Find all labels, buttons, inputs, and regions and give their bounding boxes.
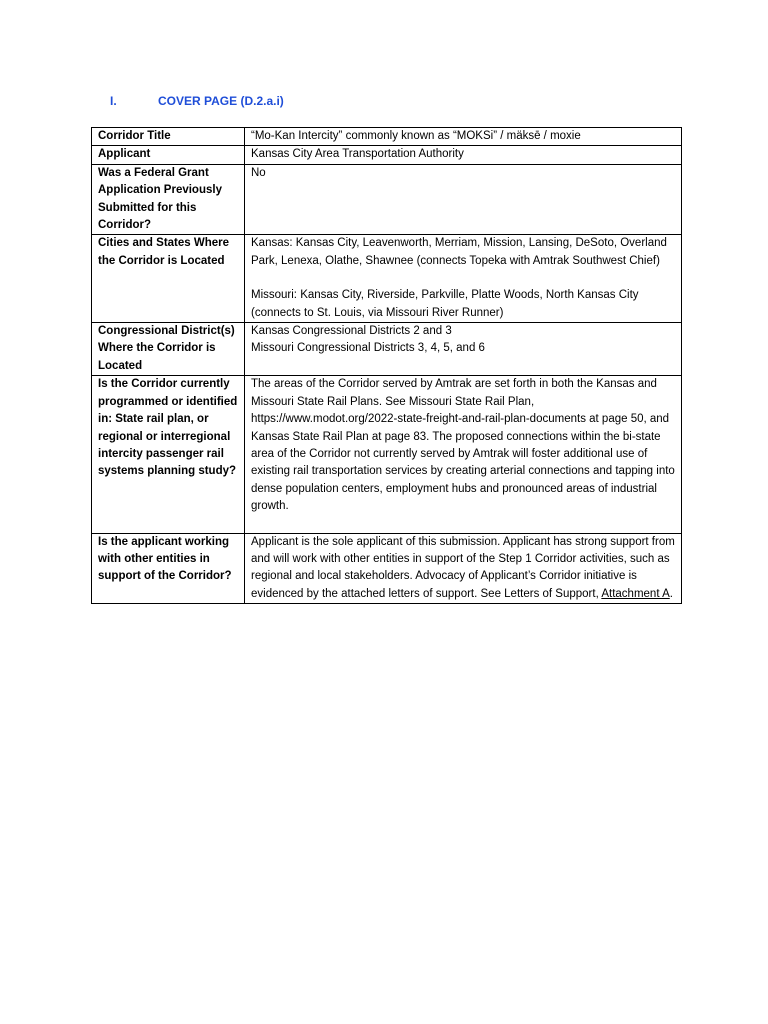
table-row-other-entities bbox=[92, 533, 682, 604]
row-value-applicant: Kansas City Area Transportation Authority bbox=[245, 146, 682, 164]
rail-plan-text: The areas of the Corridor served by Amtrak are set forth in both the Kansas and Missouri State Rail Plans. See Missouri State Rail Plan, https://www.modot.org/2022-state-freight-and-rail-plan-documents at page 50, and Kansas State Rail Plan at page 83. The proposed connections within the bi-state area of the Corridor not currently served by Amtrak will foster additional use of existing rail transportation services by creating arterial connections and tapping into dense population centers, employment hubs and pronounced areas of industrial growth. bbox=[251, 378, 675, 513]
row-value-congressional-districts bbox=[245, 323, 682, 376]
missouri-cities: Missouri: Kansas City, Riverside, Parkville, Platte Woods, North Kansas City (connects to St. Louis, via Missouri River Runner) bbox=[251, 289, 639, 319]
kansas-districts: Kansas Congressional Districts 2 and 3 bbox=[251, 325, 452, 338]
row-value-corridor-title: “Mo-Kan Intercity” commonly known as “MOKSi” / mäksē / moxie bbox=[245, 128, 682, 146]
table-row-congressional-districts bbox=[92, 323, 682, 376]
row-label-cities-states: Cities and States Where the Corridor is Located bbox=[92, 235, 245, 323]
paragraph-spacer bbox=[251, 270, 675, 287]
paragraph-spacer bbox=[251, 516, 675, 533]
row-label-applicant: Applicant bbox=[92, 146, 245, 164]
row-value-cities-states bbox=[245, 235, 682, 323]
row-label-previous-application: Was a Federal Grant Application Previously Submitted for this Corridor? bbox=[92, 164, 245, 235]
row-value-previous-application: No bbox=[245, 164, 682, 235]
section-heading bbox=[110, 94, 284, 108]
table-row-corridor-title bbox=[92, 128, 682, 146]
row-value-other-entities bbox=[245, 533, 682, 604]
missouri-districts: Missouri Congressional Districts 3, 4, 5, and 6 bbox=[251, 342, 485, 355]
row-label-other-entities: Is the applicant working with other entities in support of the Corridor? bbox=[92, 533, 245, 604]
table-row-previous-application bbox=[92, 164, 682, 235]
section-number: I. bbox=[110, 94, 117, 108]
kansas-cities: Kansas: Kansas City, Leavenworth, Merriam, Mission, Lansing, DeSoto, Overland Park, Lenexa, Olathe, Shawnee (connects Topeka with Amtrak Southwest Chief) bbox=[251, 237, 667, 267]
table-row-applicant bbox=[92, 146, 682, 164]
row-label-congressional-districts: Congressional District(s) Where the Corridor is Located bbox=[92, 323, 245, 376]
section-title: COVER PAGE (D.2.a.i) bbox=[158, 94, 284, 108]
cover-page-table bbox=[91, 127, 682, 604]
row-value-rail-plan bbox=[245, 376, 682, 533]
other-entities-suffix: . bbox=[669, 587, 673, 600]
row-label-rail-plan: Is the Corridor currently programmed or identified in: State rail plan, or regional or interregional intercity passenger rail systems planning study? bbox=[92, 376, 245, 533]
attachment-a-link[interactable]: Attachment A bbox=[601, 587, 670, 600]
table-row-rail-plan bbox=[92, 376, 682, 533]
table-row-cities-states bbox=[92, 235, 682, 323]
other-entities-text: Applicant is the sole applicant of this submission. Applicant has strong support from and will work with other entities in support of the Step 1 Corridor activities, such as regional and local stakeholders. Advocacy of Applicant’s Corridor initiative is evidenced by the attached letters of support. See Letters of Support, bbox=[251, 535, 675, 600]
row-label-corridor-title: Corridor Title bbox=[92, 128, 245, 146]
